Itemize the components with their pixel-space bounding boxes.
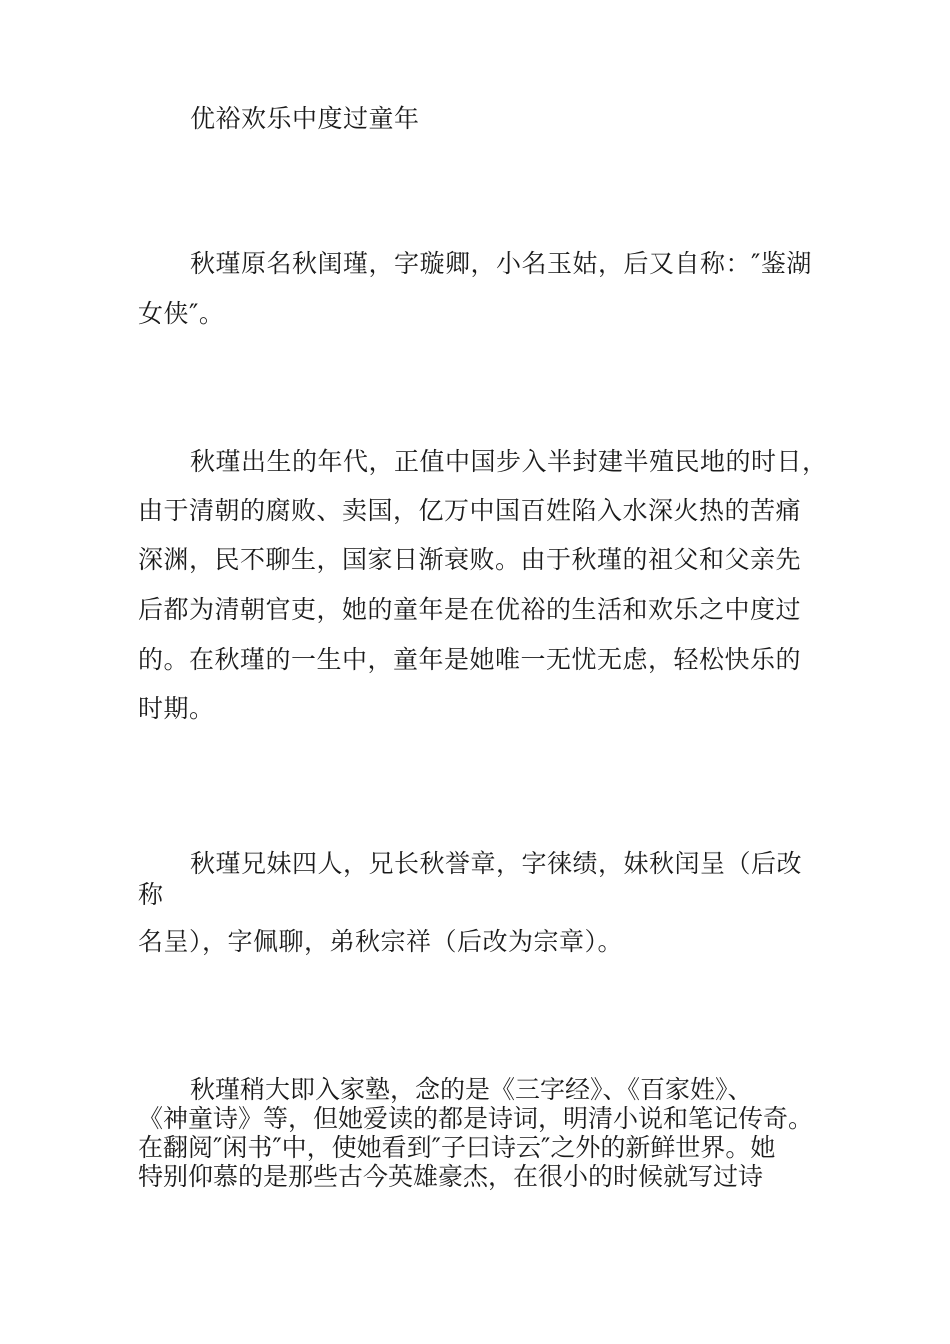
paragraph-line: 后都为清朝官吏，她的童年是在优裕的生活和欢乐之中度过 bbox=[138, 595, 802, 624]
paragraph-line: 称 bbox=[138, 880, 164, 909]
paragraph-line: 在翻阅″闲书″中，使她看到″子曰诗云″之外的新鲜世界。她 bbox=[138, 1133, 776, 1162]
paragraph-line: 深渊，民不聊生，国家日渐衰败。由于秋瑾的祖父和父亲先 bbox=[138, 545, 802, 574]
paragraph-line: 时期。 bbox=[138, 694, 215, 723]
paragraph-line: 的。在秋瑾的一生中，童年是她唯一无忧无虑，轻松快乐的 bbox=[138, 645, 802, 674]
paragraph-line: 特别仰慕的是那些古今英雄豪杰，在很小的时候就写过诗 bbox=[138, 1162, 764, 1191]
paragraph-line: 《神童诗》等，但她爱读的都是诗词，明清小说和笔记传奇。 bbox=[138, 1104, 814, 1133]
paragraph-line: 名呈），字佩聊，弟秋宗祥（后改为宗章）。 bbox=[138, 927, 624, 956]
paragraph-line: 秋瑾原名秋闺瑾，字璇卿，小名玉姑，后又自称：″鉴湖 bbox=[190, 249, 812, 278]
paragraph-line: 秋瑾兄妹四人，兄长秋誉章，字徕绩，妹秋闰呈（后改 bbox=[190, 849, 803, 878]
section-title: 优裕欢乐中度过童年 bbox=[190, 104, 420, 133]
paragraph-line: 秋瑾稍大即入家塾，念的是《三字经》、《百家姓》、 bbox=[190, 1075, 753, 1104]
paragraph-line: 女侠″。 bbox=[138, 299, 225, 328]
paragraph-line: 秋瑾出生的年代，正值中国步入半封建半殖民地的时日， bbox=[190, 447, 828, 476]
paragraph-line: 由于清朝的腐败、卖国，亿万中国百姓陷入水深火热的苦痛 bbox=[138, 496, 802, 525]
